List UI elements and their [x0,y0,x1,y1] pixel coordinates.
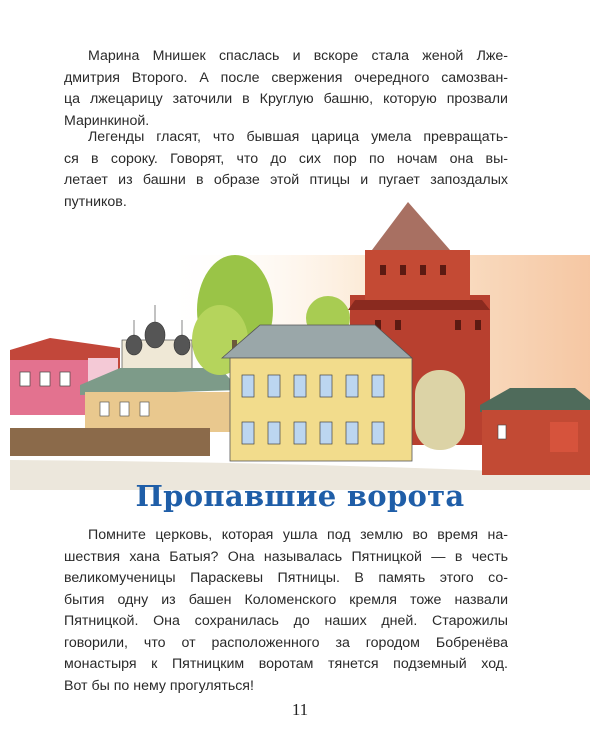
text-line: путников. [64,193,127,210]
right-red-house [480,388,590,475]
section-title: Пропавшие ворота [135,479,465,513]
text-line: говорили, что от расположенного за городом Бобренёва [64,634,508,651]
text-line: бытия одну из башен Коломенского кремля тоже назвали [64,591,508,608]
text-line: дмитрия Второго. А после свержения очередного самозван- [64,69,508,86]
text-line: великомученицы Параскевы Пятницы. В память этого со- [64,570,508,586]
page-number: 11 [291,700,309,719]
text-line: ся в сороку. Говорят, что до сих пор по ночам она вы- [64,150,508,167]
text-line: летает из башни в образе этой птицы и пугает запоздалых [64,172,508,188]
kremlin-illustration [10,200,590,490]
text-line: Марина Мнишек спаслась и вскоре стала женой Лже- [88,48,508,64]
text-line: Легенды гласят, что бывшая царица умела превращать- [88,129,508,145]
text-line: Пятницкой. Она сохранилась до наших дней. Старожилы [64,613,508,629]
text-line: монастыря к Пятницким воротам тянется подземный ход. [64,656,508,672]
text-line: Помните церковь, которая ушла под землю во время на- [88,527,508,543]
text-line: Маринкиной. [64,112,150,129]
text-line: ца лжецарицу заточили в Круглую башню, которую прозвали [64,91,508,107]
paragraph-lost-gate [64,525,508,697]
yellow-house [222,325,412,461]
text-line: Вот бы по нему прогуляться! [64,677,254,694]
wooden-fence [10,428,210,456]
green-roof-house [80,368,240,432]
paragraph-marina [64,46,508,132]
text-line: шествия хана Батыя? Она называлась Пятницкой — в честь [64,548,508,565]
